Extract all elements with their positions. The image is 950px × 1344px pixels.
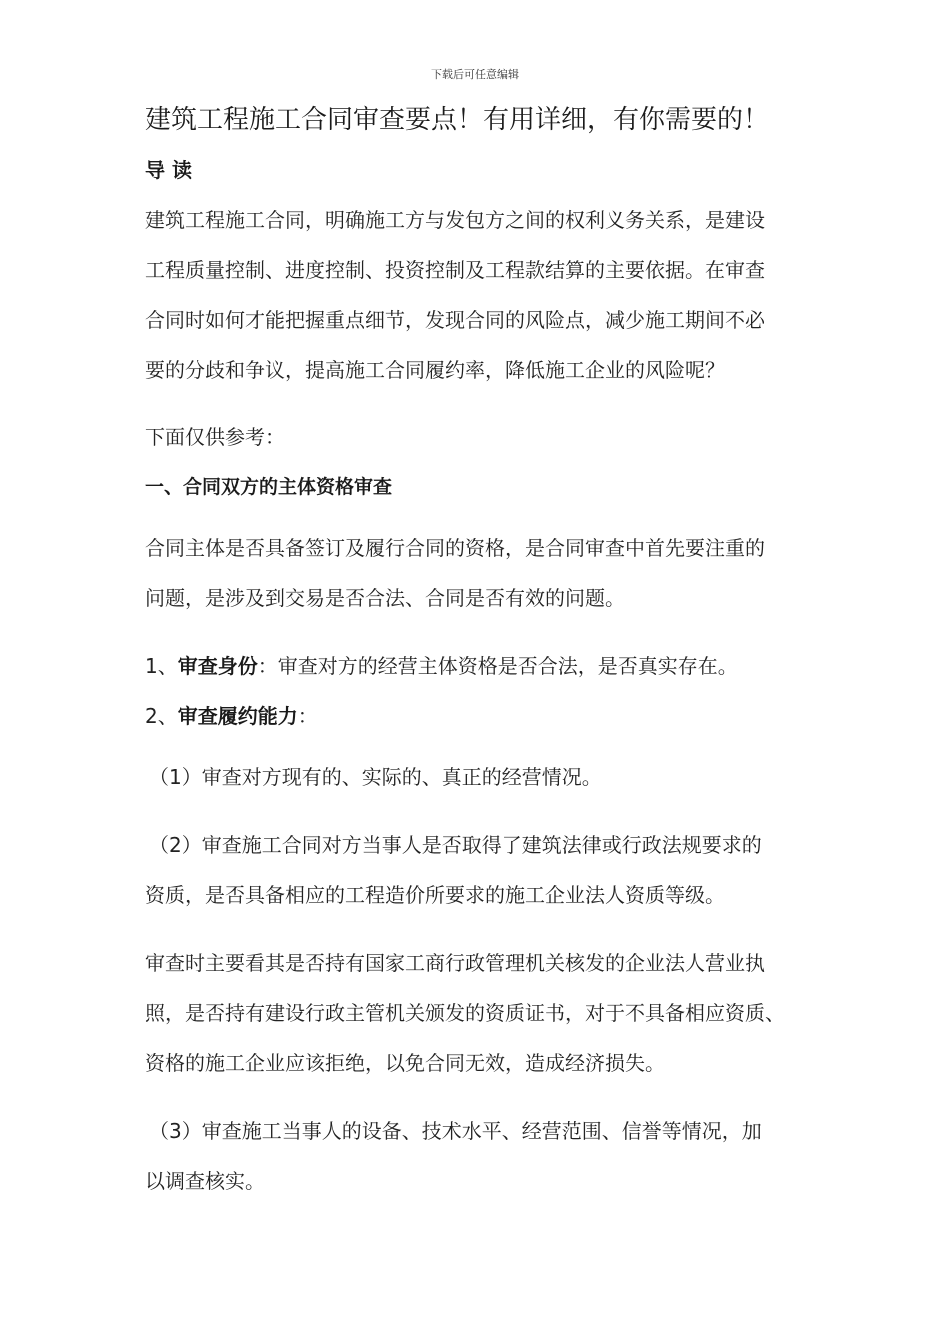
review-line: 照，是否持有建设行政主管机关颁发的资质证书，对于不具备相应资质、	[145, 1001, 785, 1025]
item-label: 审查身份	[177, 654, 258, 678]
sub-item-3-line: 以调查核实。	[145, 1169, 265, 1193]
intro-line: 要的分歧和争议，提高施工合同履约率，降低施工企业的风险呢？	[145, 358, 725, 382]
item-label: 审查履约能力	[177, 704, 298, 728]
section1-line: 合同主体是否具备签订及履行合同的资格，是合同审查中首先要注重的	[145, 536, 765, 560]
item-text: ：审查对方的经营主体资格是否合法，是否真实存在。	[257, 654, 738, 678]
sub-item-1: （1）审查对方现有的、实际的、真正的经营情况。	[149, 765, 602, 789]
intro-line: 建筑工程施工合同，明确施工方与发包方之间的权利义务关系，是建设	[145, 208, 765, 232]
item-review-identity	[145, 653, 825, 679]
sub-item-2-line: （2）审查施工合同对方当事人是否取得了建筑法律或行政法规要求的	[149, 833, 762, 857]
section1-line: 问题，是涉及到交易是否合法、合同是否有效的问题。	[145, 586, 625, 610]
section1-heading: 一、合同双方的主体资格审查	[145, 476, 393, 498]
item-text: ：	[297, 704, 318, 728]
intro-line: 工程质量控制、进度控制、投资控制及工程款结算的主要依据。在审查	[145, 258, 765, 282]
page-header-note: 下载后可任意编辑	[431, 68, 519, 81]
intro-line: 合同时如何才能把握重点细节，发现合同的风险点，减少施工期间不必	[145, 308, 765, 332]
document-title: 建筑工程施工合同审查要点！有用详细，有你需要的！	[145, 105, 770, 135]
review-line: 审查时主要看其是否持有国家工商行政管理机关核发的企业法人营业执	[145, 951, 765, 975]
item-number: 2、	[145, 704, 178, 728]
reference-line: 下面仅供参考：	[145, 425, 285, 449]
item-number: 1、	[145, 654, 178, 678]
item-review-capability	[145, 703, 825, 729]
review-line: 资格的施工企业应该拒绝，以免合同无效，造成经济损失。	[145, 1051, 665, 1075]
sub-item-3-line: （3）审查施工当事人的设备、技术水平、经营范围、信誉等情况，加	[149, 1119, 762, 1143]
intro-heading: 导 读	[145, 158, 192, 182]
sub-item-2-line: 资质，是否具备相应的工程造价所要求的施工企业法人资质等级。	[145, 883, 725, 907]
